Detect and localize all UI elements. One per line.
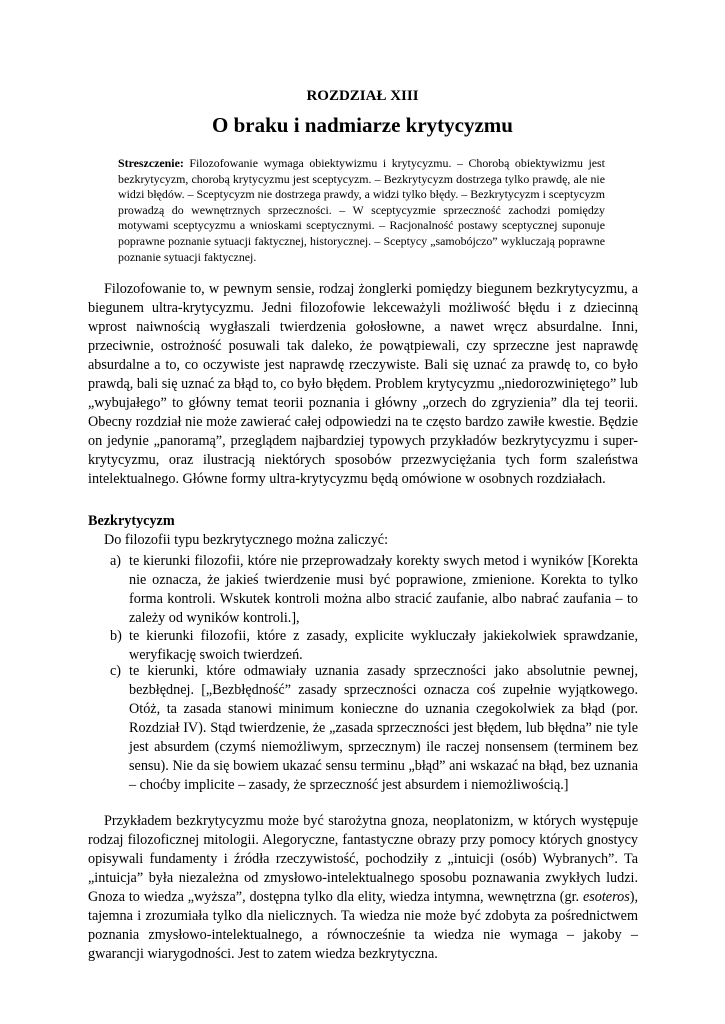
list-item-text: te kierunki, które odmawiały uznania zasady sprzeczności jako absolutnie pewnej, bezbłędnej. [„Bezbłędność” zasady sprzeczności oznacza coś zupełnie wyjątkowego. Otóż, ta zasada stanowi minimum konieczne do uznania czegokolwiek za błąd (por. Rozdział IV). Stąd twierdzenie, że „zasada sprzeczności jest błędem, lub błędna” nie tyle jest absurdem (czymś niemożliwym, sprzecznym) ile raczej nonsensem (terminem bez sensu). Nie da się bowiem ukazać sensu terminu „błąd” ani wskazać na błąd, bez uznania – choćby implicite – zasady, że sprzeczność jest absurdem i niemożliwością.] — [129, 663, 638, 793]
paragraph-gnosis-italic: esoteros — [582, 889, 630, 905]
abstract-label: Streszczenie: — [118, 156, 184, 170]
section-heading: Bezkrytycyzm — [88, 513, 175, 529]
list-item-text: te kierunki filozofii, które nie przeprowadzały korekty swych metod i wyników [Korekta nie oznacza, że jakieś twierdzenie musi być poprawione, zmienione. Korekta to tylko forma kontroli. Wskutek kontroli można albo stracić zaufanie, albo nabrać zaufania – to zależy od wyników kontroli.], — [129, 553, 638, 626]
paragraph-gnosis-part2: ), tajemna i zrozumiała tylko dla nielicznych. Ta wiedza nie może być zdobyta za pośrednictwem poznania zmysłowo-intelektualnego, a równocześnie ta wiedza nie wymaga – jakoby – gwarancji wiarygodności. Jest to zatem wiedza bezkrytyczna. — [88, 889, 638, 962]
paragraph-intro: Filozofowanie to, w pewnym sensie, rodzaj żonglerki pomiędzy biegunem bezkrytycyzmu, a biegunem ultra-krytycyzmu. Jedni filozofowie lekceważyli możliwość błędu i z dziecinną wprost naiwnością wygłaszali twierdzenia gołosłowne, a nawet wręcz absurdalne. Inni, przeciwnie, ostrożność posuwali tak daleko, że powątpiewali, czy sprzeczne jest naprawdę absurdalne a to, co oczywiste jest naprawdę rzeczywiste. Bali się uznać za prawdę to, co było prawdą, bali się uznać za błąd to, co było błędem. Problem krytycyzmu „niedorozwiniętego” lub „wybujałego” to główny temat teorii poznania i główny „orzech do zgryzienia” dla tej teorii. Obecny rozdział nie może zawierać całej odpowiedzi na te często bardzo zawiłe kwestie. Będzie on jedynie „panoramą”, przeglądem najbardziej typowych przykładów bezkrytycyzmu i super-krytycyzmu, oraz ilustracją niektórych sposobów przezwyciężania tych form szaleństwa intelektualnego. Główne formy ultra-krytycyzmu będą omówione w osobnych rozdziałach. — [88, 281, 638, 487]
chapter-title: O braku i nadmiarze krytycyzmu — [212, 113, 513, 137]
paragraph-gnosis — [88, 812, 638, 964]
list-marker: b) — [110, 628, 122, 644]
paragraph-list-intro: Do filozofii typu bezkrytycznego można zaliczyć: — [104, 532, 389, 548]
chapter-number: ROZDZIAŁ XIII — [306, 88, 419, 104]
list-marker: c) — [110, 663, 122, 679]
list-item-text: te kierunki filozofii, które z zasady, explicite wykluczały jakiekolwiek sprawdzanie, weryfikację swoich twierdzeń. — [129, 628, 638, 663]
abstract-text: Filozofowanie wymaga obiektywizmu i krytycyzmu. – Chorobą obiektywizmu jest bezkrytycyzm, chorobą krytycyzmu jest sceptycyzm. – Bezkrytycyzm dostrzega tylko prawdę, ale nie widzi błędów. – Sceptycyzm nie dostrzega prawdy, a widzi tylko błędy. – Bezkrytycyzm i sceptycyzm prowadzą do wewnętrznych sprzeczności. – W sceptycyzmie sprzeczność zachodzi pomiędzy motywami sceptycyzmu a wnioskami sceptycznymi. – Racjonalność postawy sceptycznej suponuje poprawne poznanie sytuacji faktycznej, historycznej. – Sceptycy „samobójczo” wykluczają poprawne poznanie sytuacji faktycznej. — [118, 156, 605, 264]
list-marker: a) — [110, 553, 122, 569]
paragraph-gnosis-part1: Przykładem bezkrytycyzmu może być starożytna gnoza, neoplatonizm, w których występuje rodzaj filozoficznej mitologii. Alegoryczne, fantastyczne obrazy przy pomocy których gnostycy opisywali fundamenty i źródła rzeczywistość, pochodziły z „intuicji (osób) Wybranych”. Ta „intuicja” była niezależna od zmysłowo-intelektualnego sposobu poznawania zwykłych ludzi. Gnoza to wiedza „wyższa”, dostępna tylko dla elity, wiedza intymna, wewnętrzna (gr. — [88, 813, 638, 905]
abstract — [118, 156, 605, 265]
